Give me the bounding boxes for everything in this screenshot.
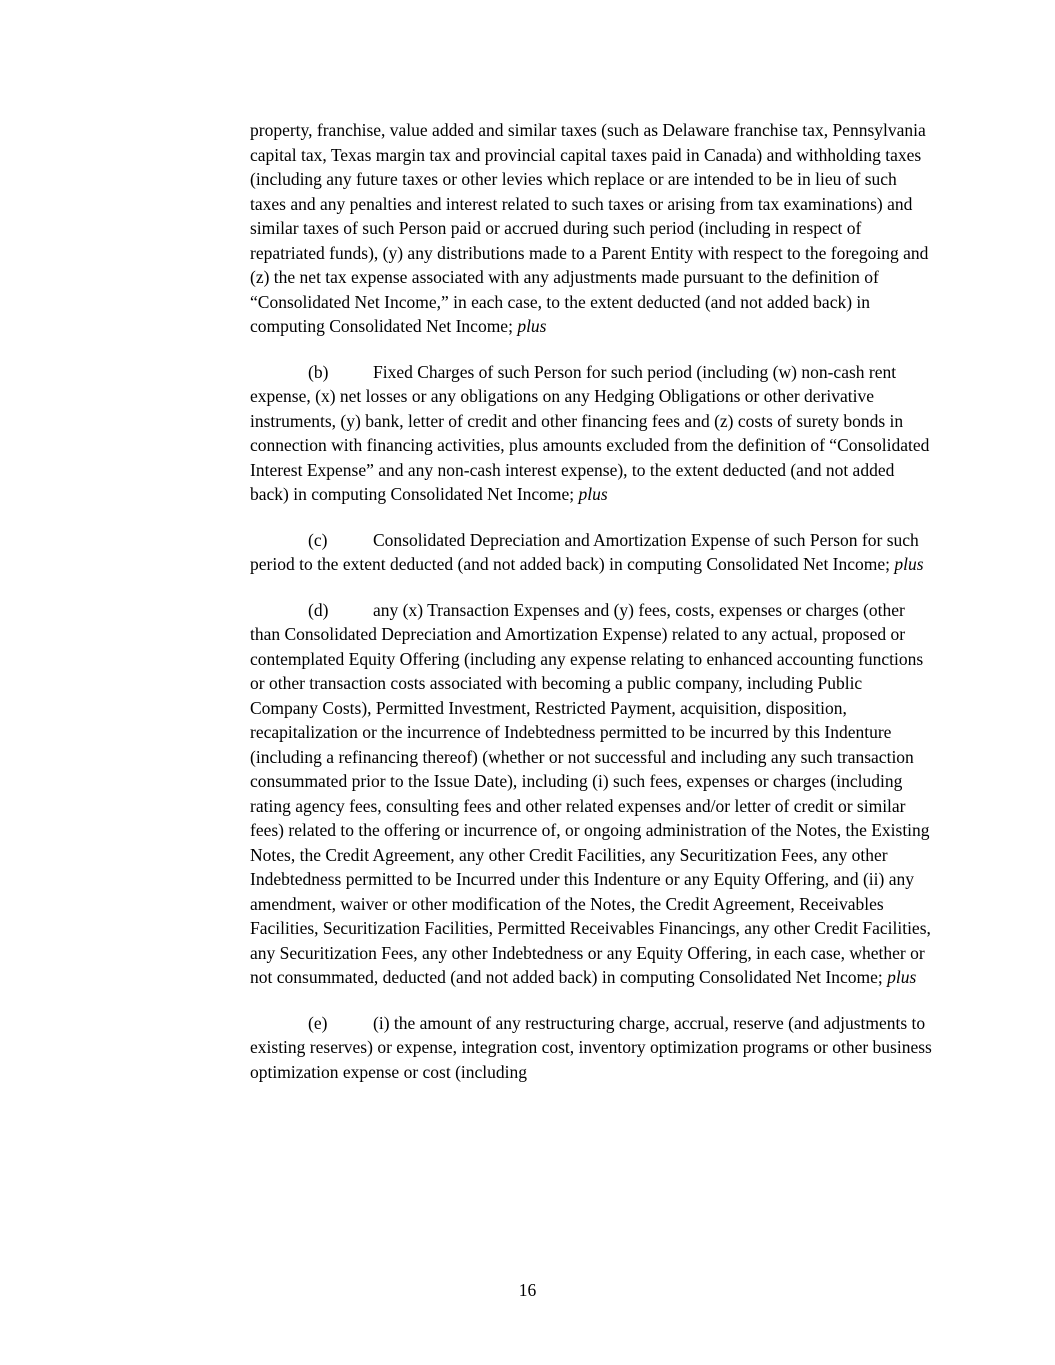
paragraph-c — [250, 528, 933, 577]
paragraph-d — [250, 598, 933, 990]
paragraph-label: (b) — [308, 361, 329, 382]
paragraph-text: (i) the amount of any restructuring charge, accrual, reserve (and adjustments to existing reserves) or expense, integration cost, inventory optimization programs or other business optimization expense or cost (including — [250, 1012, 932, 1082]
paragraph-italic-plus: plus — [517, 316, 547, 336]
paragraph-text: Fixed Charges of such Person for such period (including (w) non-cash rent expense, (x) net losses or any obligations on any Hedging Obligations or other derivative instruments, (y) bank, letter of credit and other financing fees and (z) costs of surety bonds in connection with financing activities, plus amounts excluded from the definition of “Consolidated Interest Expense” and any non-cash interest expense), to the extent deducted (and not added back) in computing Consolidated Net Income; — [250, 361, 930, 504]
paragraph-text: Consolidated Depreciation and Amortization Expense of such Person for such period to the extent deducted (and not added back) in computing Consolidated Net Income; — [250, 529, 919, 574]
paragraph-text: any (x) Transaction Expenses and (y) fees, costs, expenses or charges (other than Consolidated Depreciation and Amortization Expense) related to any actual, proposed or contemplated Equity Offering (including any expense relating to enhanced accounting functions or other transaction costs associated with becoming a public company, including Public Company Costs), Permitted Investment, Restricted Payment, acquisition, disposition, recapitalization or the incurrence of Indebtedness permitted to be incurred by this Indenture (including a refinancing thereof) (whether or not successful and including any such transaction consummated prior to the Issue Date), including (i) such fees, expenses or charges (including rating agency fees, consulting fees and other related expenses and/or letter of credit or similar fees) related to the offering or incurrence of, or ongoing administration of the Notes, the Existing Notes, the Credit Agreement, any other Credit Facilities, any Securitization Fees, any other Indebtedness permitted to be Incurred under this Indenture or any Equity Offering, and (ii) any amendment, waiver or other modification of the Notes, the Credit Agreement, Receivables Facilities, Securitization Facilities, Permitted Receivables Financings, any other Credit Facilities, any Securitization Fees, any other Indebtedness or any Equity Offering, in each case, whether or not consummated, deducted (and not added back) in computing Consolidated Net Income; — [250, 599, 931, 987]
paragraph-label: (d) — [308, 599, 329, 620]
paragraph-italic-plus: plus — [887, 967, 917, 987]
paragraph-label: (e) — [308, 1012, 328, 1033]
text-block — [250, 118, 933, 1105]
page-number: 16 — [518, 1280, 537, 1300]
paragraph-italic-plus: plus — [578, 484, 608, 504]
paragraph-b — [250, 360, 933, 507]
paragraph-text: property, franchise, value added and similar taxes (such as Delaware franchise tax, Pennsylvania capital tax, Texas margin tax and provincial capital taxes paid in Canada) and withholding taxes (including any future taxes or other levies which replace or are intended to be in lieu of such taxes and any penalties and interest related to such taxes or arising from tax examinations) and similar taxes of such Person paid or accrued during such period (including in respect of repatriated funds), (y) any distributions made to a Parent Entity with respect to the foregoing and (z) the net tax expense associated with any adjustments made pursuant to the definition of “Consolidated Net Income,” in each case, to the extent deducted (and not added back) in computing Consolidated Net Income; — [250, 120, 929, 336]
paragraph-e — [250, 1011, 933, 1085]
paragraph-label: (c) — [308, 529, 328, 550]
paragraph-italic-plus: plus — [894, 554, 924, 574]
paragraph-continuation — [250, 118, 933, 339]
